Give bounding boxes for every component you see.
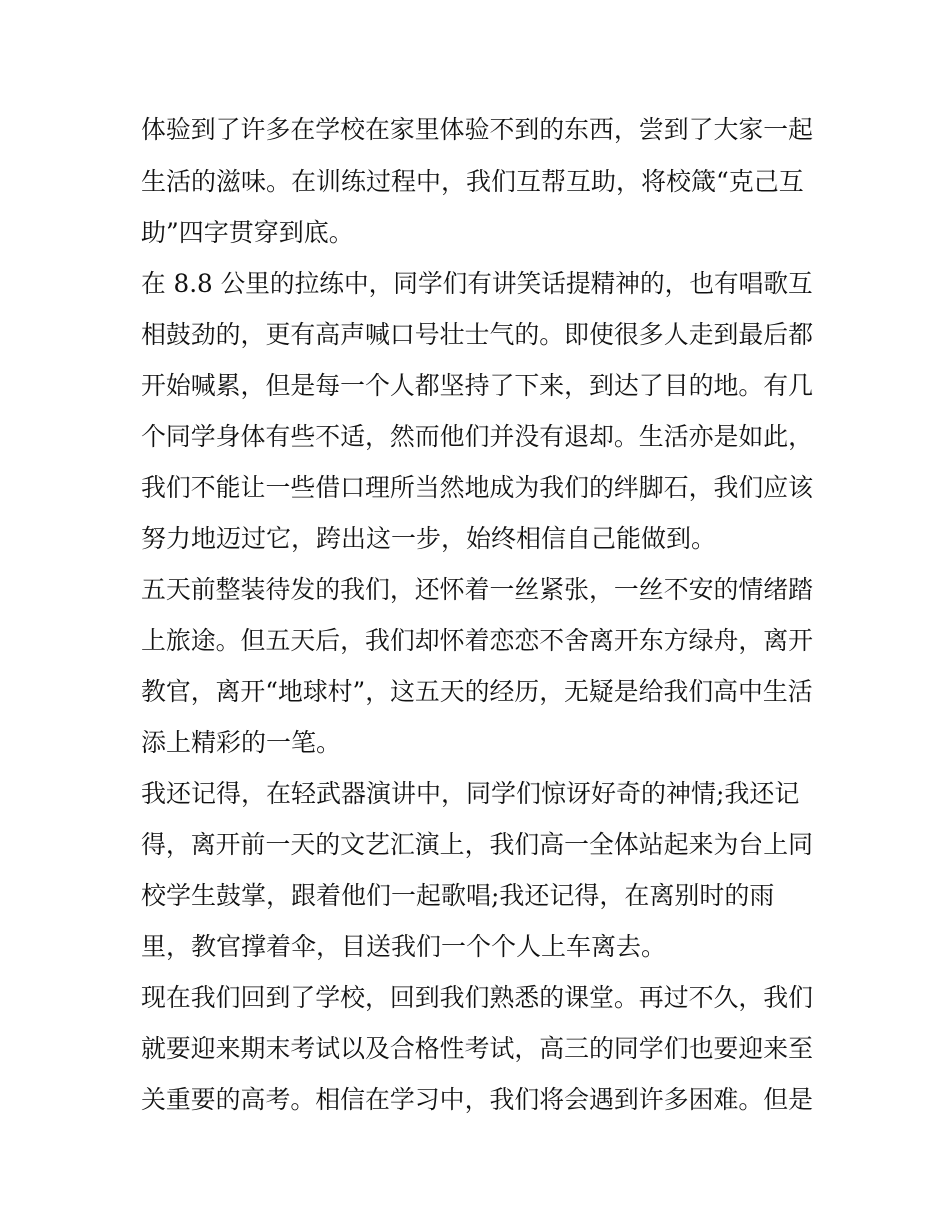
- text-line: 开始喊累，但是每一个人都坚持了下来，到达了目的地。有几: [141, 371, 814, 400]
- text-line: 我们不能让一些借口理所当然地成为我们的绊脚石，我们应该: [141, 473, 814, 502]
- text-line: 就要迎来期末考试以及合格性考试，高三的同学们也要迎来至: [141, 1034, 814, 1063]
- text-line: 里，教官撑着伞，目送我们一个个人上车离去。: [141, 932, 667, 961]
- text-line: 努力地迈过它，跨出这一步，始终相信自己能做到。: [141, 524, 717, 553]
- text-line: 添上精彩的一笔。: [141, 728, 342, 757]
- text-line: 在 8.8 公里的拉练中，同学们有讲笑话提精神的，也有唱歌互: [141, 269, 813, 298]
- text-line: 体验到了许多在学校在家里体验不到的东西，尝到了大家一起: [141, 115, 814, 144]
- text-line: 得，离开前一天的文艺汇演上，我们高一全体站起来为台上同: [141, 830, 814, 859]
- text-line: 生活的滋味。在训练过程中，我们互帮互助，将校箴“克己互: [141, 167, 804, 196]
- text-line: 相鼓劲的，更有高声喊口号壮士气的。即使很多人走到最后都: [141, 320, 814, 349]
- text-line: 关重要的高考。相信在学习中，我们将会遇到许多困难。但是: [141, 1085, 814, 1114]
- text-line: 个同学身体有些不适，然而他们并没有退却。生活亦是如此，: [141, 422, 814, 451]
- text-line: 教官，离开“地球村”，这五天的经历，无疑是给我们高中生活: [141, 677, 813, 706]
- text-line: 助”四字贯穿到底。: [141, 218, 354, 247]
- text-line: 五天前整装待发的我们，还怀着一丝紧张，一丝不安的情绪踏: [141, 575, 814, 604]
- text-line: 上旅途。但五天后，我们却怀着恋恋不舍离开东方绿舟，离开: [141, 626, 814, 655]
- text-line: 现在我们回到了学校，回到我们熟悉的课堂。再过不久，我们: [141, 983, 814, 1012]
- text-line: 校学生鼓掌，跟着他们一起歌唱;我还记得，在离别时的雨: [141, 881, 775, 910]
- text-line: 我还记得，在轻武器演讲中，同学们惊讶好奇的神情;我还记: [141, 779, 800, 808]
